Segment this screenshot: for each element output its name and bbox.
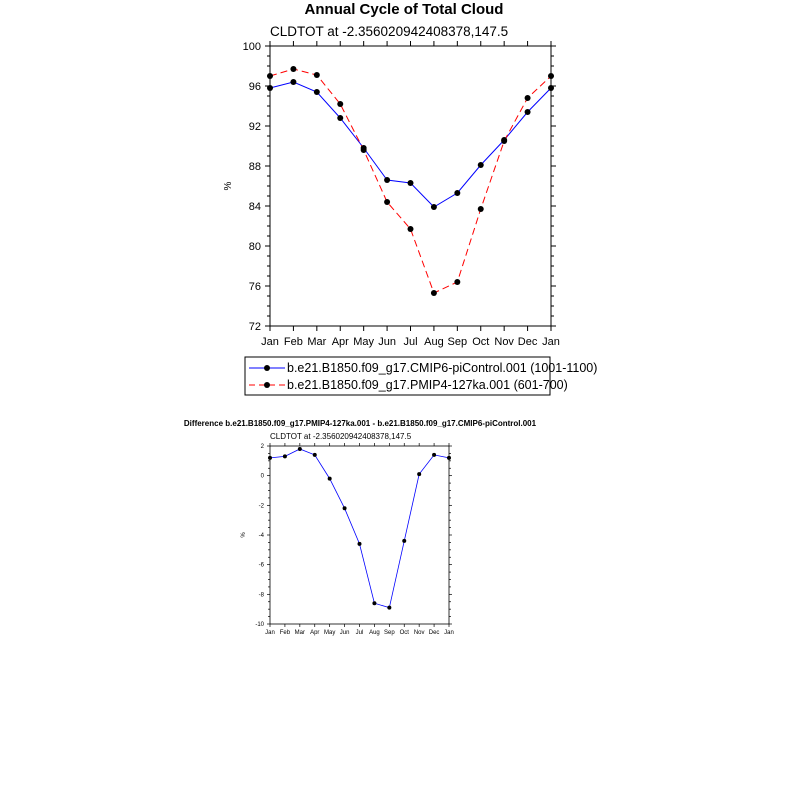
series-0-point bbox=[408, 180, 414, 186]
x-tick-label: Feb bbox=[279, 630, 291, 636]
y-tick-label: 92 bbox=[248, 121, 261, 133]
y-tick-label: 100 bbox=[242, 41, 261, 53]
series-0-point bbox=[313, 453, 317, 457]
y-tick-label: 0 bbox=[260, 473, 264, 480]
series-0-point bbox=[267, 85, 273, 91]
y-tick-label: 72 bbox=[248, 321, 261, 333]
series-0-point bbox=[417, 472, 421, 476]
series-1-point bbox=[501, 138, 507, 144]
x-tick-label: Mar bbox=[294, 630, 306, 636]
x-tick-label: Apr bbox=[331, 336, 349, 348]
x-tick-label: Aug bbox=[369, 630, 380, 636]
chart1-y-axis-label: % bbox=[223, 181, 234, 191]
series-1-point bbox=[431, 290, 437, 296]
series-0-point bbox=[298, 447, 302, 451]
difference-chart bbox=[241, 432, 454, 636]
chart2-plot-frame bbox=[270, 446, 449, 624]
series-1-point bbox=[290, 66, 296, 72]
series-1-point bbox=[361, 147, 367, 153]
x-tick-label: Sep bbox=[383, 630, 395, 636]
x-tick-label: May bbox=[323, 630, 336, 636]
series-0-point bbox=[447, 456, 451, 460]
series-0-point bbox=[431, 204, 437, 210]
x-tick-label: Nov bbox=[413, 630, 425, 636]
annual-cycle-chart bbox=[223, 24, 560, 348]
series-0-point bbox=[337, 115, 343, 121]
difference-title: Difference b.e21.B1850.f09_g17.PMIP4-127ka.001 - b.e21.B1850.f09_g17.CMIP6-piControl.001 bbox=[183, 419, 537, 428]
series-1-point bbox=[454, 279, 460, 285]
x-tick-label: Jan bbox=[444, 630, 454, 636]
x-tick-label: Feb bbox=[283, 336, 303, 348]
series-1-point bbox=[525, 95, 531, 101]
chart1-subtitle: CLDTOT at -2.356020942408378,147.5 bbox=[270, 24, 509, 39]
series-line-0 bbox=[270, 449, 449, 608]
main-title: Annual Cycle of Total Cloud bbox=[304, 1, 504, 18]
x-tick-label: Jan bbox=[265, 630, 275, 636]
x-tick-label: May bbox=[353, 336, 375, 348]
y-tick-label: 76 bbox=[248, 281, 261, 293]
chart1-series-group bbox=[267, 66, 554, 296]
y-tick-label: 88 bbox=[248, 161, 261, 173]
legend-label-picontrol: b.e21.B1850.f09_g17.CMIP6-piControl.001 (1001-1100) bbox=[287, 361, 598, 375]
legend-label-127ka: b.e21.B1850.f09_g17.PMIP4-127ka.001 (601-700) bbox=[287, 378, 568, 392]
x-tick-label: Sep bbox=[447, 336, 468, 348]
x-tick-label: Nov bbox=[494, 336, 514, 348]
series-0-point bbox=[548, 85, 554, 91]
y-tick-label: 96 bbox=[248, 81, 261, 93]
series-0-point bbox=[268, 456, 272, 460]
series-1-point bbox=[384, 199, 390, 205]
series-0-point bbox=[525, 109, 531, 115]
x-tick-label: Jan bbox=[261, 336, 279, 348]
y-tick-label: -8 bbox=[258, 592, 264, 599]
x-tick-label: Dec bbox=[428, 630, 440, 636]
series-0-point bbox=[402, 539, 406, 543]
series-0-point bbox=[384, 177, 390, 183]
chart1-axes bbox=[243, 41, 560, 348]
series-0-point bbox=[314, 89, 320, 95]
series-0-point bbox=[454, 190, 460, 196]
chart2-subtitle: CLDTOT at -2.356020942408378,147.5 bbox=[270, 432, 412, 441]
chart2-axes bbox=[255, 443, 454, 636]
series-0-point bbox=[328, 477, 332, 481]
series-1-point bbox=[548, 73, 554, 79]
x-tick-label: Oct bbox=[472, 336, 490, 348]
y-tick-label: -6 bbox=[258, 562, 264, 569]
chart1-legend bbox=[245, 357, 597, 395]
legend-marker-picontrol bbox=[264, 365, 270, 371]
series-0-point bbox=[432, 453, 436, 457]
legend-marker-127ka bbox=[264, 382, 270, 388]
x-tick-label: Jun bbox=[378, 336, 396, 348]
x-tick-label: Apr bbox=[310, 630, 320, 636]
chart2-series-group bbox=[268, 447, 451, 610]
y-tick-label: 2 bbox=[260, 444, 264, 450]
y-tick-label: -2 bbox=[258, 503, 264, 510]
series-0-point bbox=[478, 162, 484, 168]
series-0-point bbox=[372, 601, 376, 605]
series-0-point bbox=[358, 542, 362, 546]
series-1-point bbox=[267, 73, 273, 79]
series-line-0 bbox=[270, 82, 551, 207]
y-tick-label: 80 bbox=[248, 241, 261, 253]
y-tick-label: 84 bbox=[248, 201, 261, 213]
series-0-point bbox=[290, 79, 296, 85]
series-0-point bbox=[343, 506, 347, 510]
series-0-point bbox=[283, 454, 287, 458]
series-1-point bbox=[408, 226, 414, 232]
y-tick-label: -10 bbox=[255, 622, 264, 628]
series-0-point bbox=[387, 606, 391, 610]
x-tick-label: Aug bbox=[424, 336, 444, 348]
series-1-point bbox=[337, 101, 343, 107]
x-tick-label: Jun bbox=[339, 630, 350, 636]
chart2-y-axis-label: % bbox=[241, 532, 247, 538]
series-1-point bbox=[314, 72, 320, 78]
x-tick-label: Dec bbox=[517, 336, 538, 348]
series-1-point bbox=[478, 206, 484, 212]
x-tick-label: Jan bbox=[542, 336, 560, 348]
y-tick-label: -4 bbox=[258, 533, 264, 539]
x-tick-label: Jul bbox=[403, 336, 418, 348]
x-tick-label: Jul bbox=[355, 630, 364, 636]
x-tick-label: Mar bbox=[307, 336, 327, 348]
x-tick-label: Oct bbox=[399, 630, 409, 636]
